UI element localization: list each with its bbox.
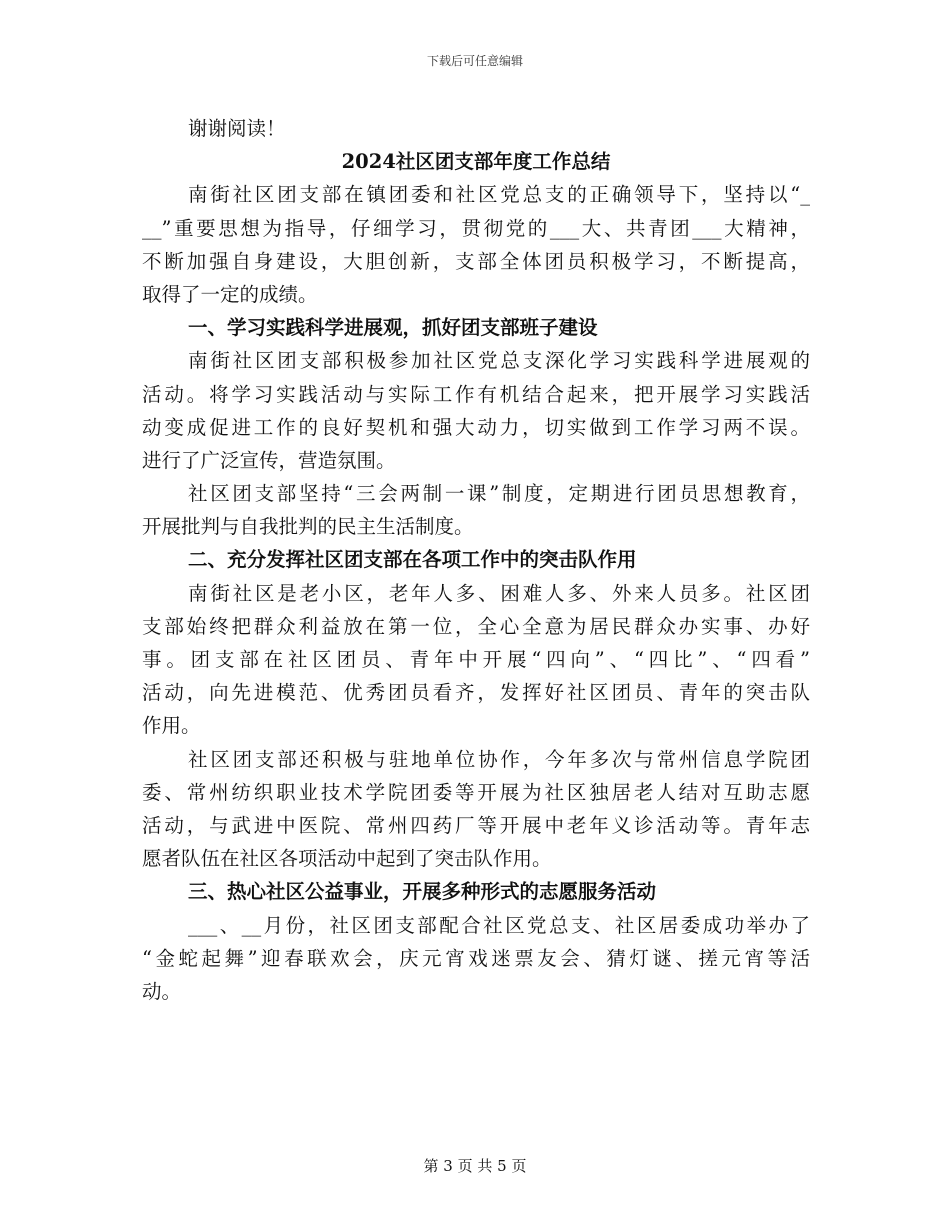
section-heading-1: 一、学习实践科学进展观，抓好团支部班子建设 [188,316,598,340]
section-heading-2: 二、充分发挥社区团支部在各项工作中的突击队作用 [188,548,637,572]
paragraph-line: 愿者队伍在社区各项活动中起到了突击队作用。 [142,847,552,871]
paragraph-line: 社区团支部还积极与驻地单位协作，今年多次与常州信息学院团 [188,747,810,771]
paragraph-line: 不断加强自身建设，大胆创新，支部全体团员积极学习，不断提高， [142,249,810,273]
paragraph-line: 南街社区团支部积极参加社区党总支深化学习实践科学进展观的 [188,349,810,373]
paragraph-line: 南街社区团支部在镇团委和社区党总支的正确领导下，坚持以“_ [188,183,810,207]
section2-paragraph-2 [142,743,810,876]
paragraph-line: 活动，与武进中医院、常州四药厂等开展中老年义诊活动等。青年志 [142,813,810,837]
section1-paragraph-1 [142,344,810,477]
paragraph-line: 活动，向先进模范、优秀团员看齐，发挥好社区团员、青年的突击队 [142,681,810,705]
section2-paragraph-1 [142,577,810,743]
paragraph-line: 进行了广泛宣传，营造氛围。 [142,448,396,472]
paragraph-line: 社区团支部坚持“三会两制一课”制度，定期进行团员思想教育， [188,482,810,506]
paragraph-line: 委、常州纺织职业技术学院团委等开展为社区独居老人结对互助志愿 [142,780,810,804]
document-title: 2024社区团支部年度工作总结 [341,150,611,174]
section3-paragraph-1 [142,909,810,1009]
closing-line: 谢谢阅读！ [188,117,286,140]
page-number-footer: 第 3 页 共 5 页 [423,1157,527,1175]
header-note: 下载后可任意编辑 [426,54,523,68]
paragraph-line: 南街社区是老小区，老年人多、困难人多、外来人员多。社区团 [188,581,810,605]
paragraph-line: 开展批判与自我批判的民主生活制度。 [142,515,474,539]
paragraph-line: 取得了一定的成绩。 [142,282,318,306]
paragraph-line: 动变成促进工作的良好契机和强大动力，切实做到工作学习两不误。 [142,415,810,439]
paragraph-line: __”重要思想为指导，仔细学习，贯彻党的___大、共青团___大精神， [142,216,810,240]
section1-paragraph-2 [142,477,810,543]
paragraph-line: 活动。将学习实践活动与实际工作有机结合起来，把开展学习实践活 [142,382,810,406]
paragraph-line: “金蛇起舞”迎春联欢会，庆元宵戏迷票友会、猜灯谜、搓元宵等活 [142,946,810,970]
document-body [142,112,810,1008]
paragraph-line: 动。 [142,979,182,1003]
paragraph-line: ___、__月份，社区团支部配合社区党总支、社区居委成功举办了 [188,913,810,937]
paragraph-line: 作用。 [142,714,201,738]
paragraph-line: 支部始终把群众利益放在第一位，全心全意为居民群众办实事、办好 [142,614,810,638]
paragraph-line: 事。团支部在社区团员、青年中开展“四向”、“四比”、“四看” [142,648,810,671]
section-heading-3: 三、热心社区公益事业，开展多种形式的志愿服务活动 [188,880,657,904]
intro-paragraph [142,178,810,311]
